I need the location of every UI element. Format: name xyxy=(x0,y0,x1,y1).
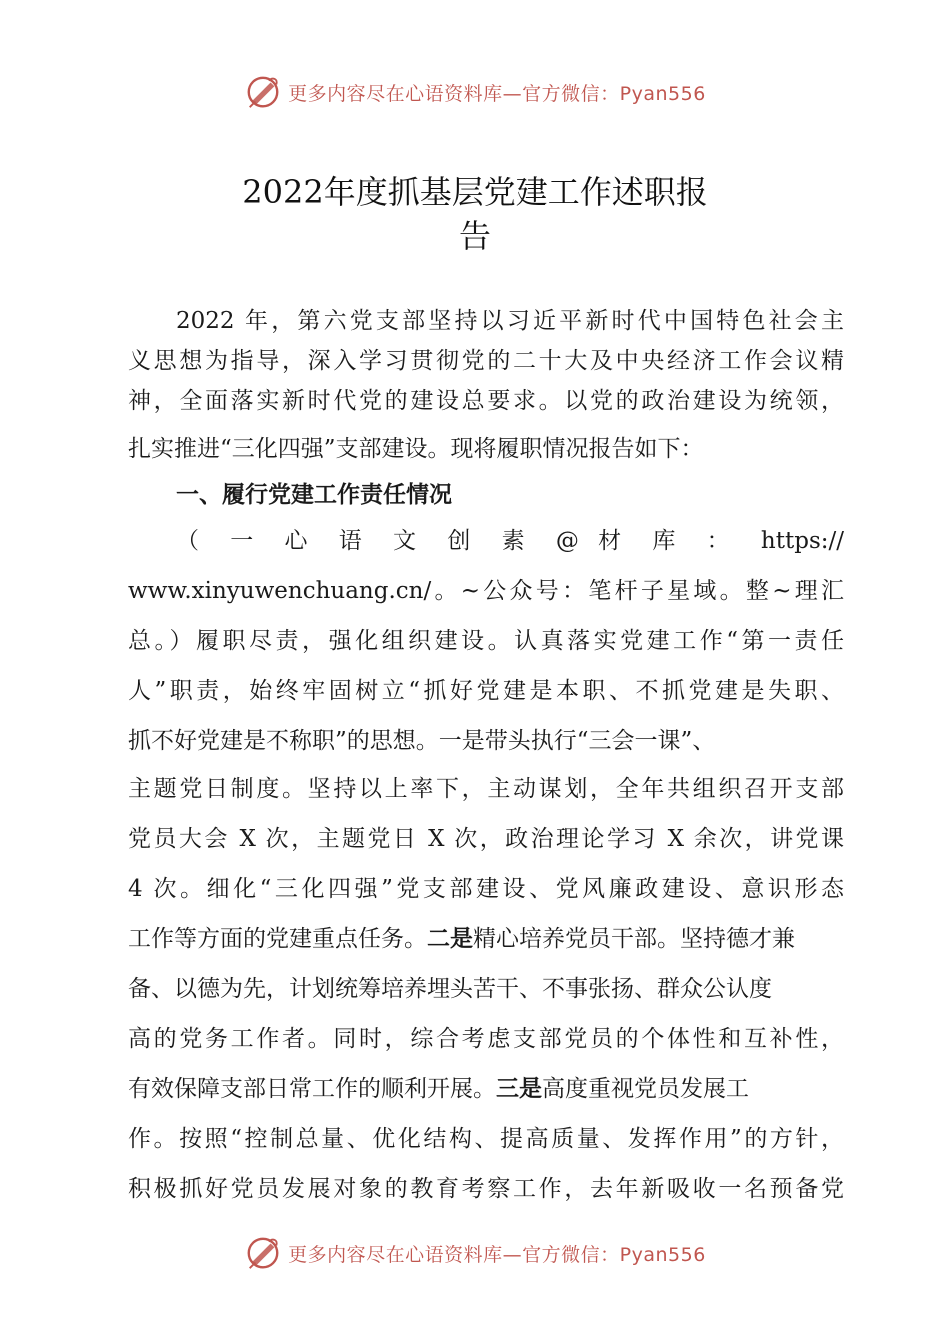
title-line-1: 2022年度抓基层党建工作述职报 xyxy=(242,173,708,211)
body-line-11: 高的党务工作者。同时，综合考虑支部党员的个体性和互补性， xyxy=(128,1026,844,1052)
body-line-2: www.xinyuwenchuang.cn/。~公众号：笔杆子星域。整~理汇 xyxy=(128,578,844,604)
watermark-banner-top xyxy=(0,72,950,112)
watermark-banner-bottom xyxy=(0,1233,950,1273)
body-line-12-part-b: 高度重视党员发展工 xyxy=(542,1076,749,1102)
body-line-10: 备、以德为先，计划统筹培养埋头苦干、不事张扬、群众公认度 xyxy=(128,976,772,1002)
body-line-9 xyxy=(128,924,844,954)
intro-line-2: 义思想为指导，深入学习贯彻党的二十大及中央经济工作会议精 xyxy=(128,348,844,374)
title-line-2: 告 xyxy=(458,217,491,255)
intro-line-1: 2022 年，第六党支部坚持以习近平新时代中国特色社会主 xyxy=(176,308,844,334)
intro-line-3: 神，全面落实新时代党的建设总要求。以党的政治建设为统领， xyxy=(128,388,844,414)
body-line-6: 主题党日制度。坚持以上率下，主动谋划，全年共组织召开支部 xyxy=(128,776,844,802)
emphasis-second: 二是 xyxy=(427,926,473,952)
quill-pen-logo-icon xyxy=(244,73,282,111)
document-title xyxy=(0,170,950,258)
quill-pen-logo-icon xyxy=(244,1234,282,1272)
body-line-3: 总。）履职尽责，强化组织建设。认真落实党建工作“第一责任 xyxy=(128,628,844,654)
body-line-14: 积极抓好党员发展对象的教育考察工作，去年新吸收一名预备党 xyxy=(128,1176,844,1202)
body-line-7: 党员大会 X 次，主题党日 X 次，政治理论学习 X 余次，讲党课 xyxy=(128,826,844,852)
body-line-13: 作。按照“控制总量、优化结构、提高质量、发挥作用”的方针， xyxy=(128,1126,844,1152)
body-line-12-part-a: 有效保障支部日常工作的顺利开展。 xyxy=(128,1076,496,1102)
watermark-text: 更多内容尽在心语资料库—官方微信：Pyan556 xyxy=(288,1243,706,1266)
body-line-5: 抓不好党建是不称职”的思想。一是带头执行“三会一课”、 xyxy=(128,728,716,754)
body-line-4: 人”职责，始终牢固树立“抓好党建是本职、不抓党建是失职、 xyxy=(128,678,844,704)
body-line-9-part-b: 精心培养党员干部。坚持德才兼 xyxy=(473,926,795,952)
intro-line-4: 扎实推进“三化四强”支部建设。现将履职情况报告如下： xyxy=(128,436,704,462)
emphasis-third: 三是 xyxy=(496,1076,542,1102)
body-line-1: （ 一 心 语 文 创 素 @ 材 库 ： https:// xyxy=(176,528,844,554)
body-line-12 xyxy=(128,1074,844,1104)
section-1-heading: 一、履行党建工作责任情况 xyxy=(176,482,452,508)
watermark-text: 更多内容尽在心语资料库—官方微信：Pyan556 xyxy=(288,82,706,105)
body-line-8: 4 次。细化“三化四强”党支部建设、党风廉政建设、意识形态 xyxy=(128,876,844,902)
body-line-9-part-a: 工作等方面的党建重点任务。 xyxy=(128,926,427,952)
